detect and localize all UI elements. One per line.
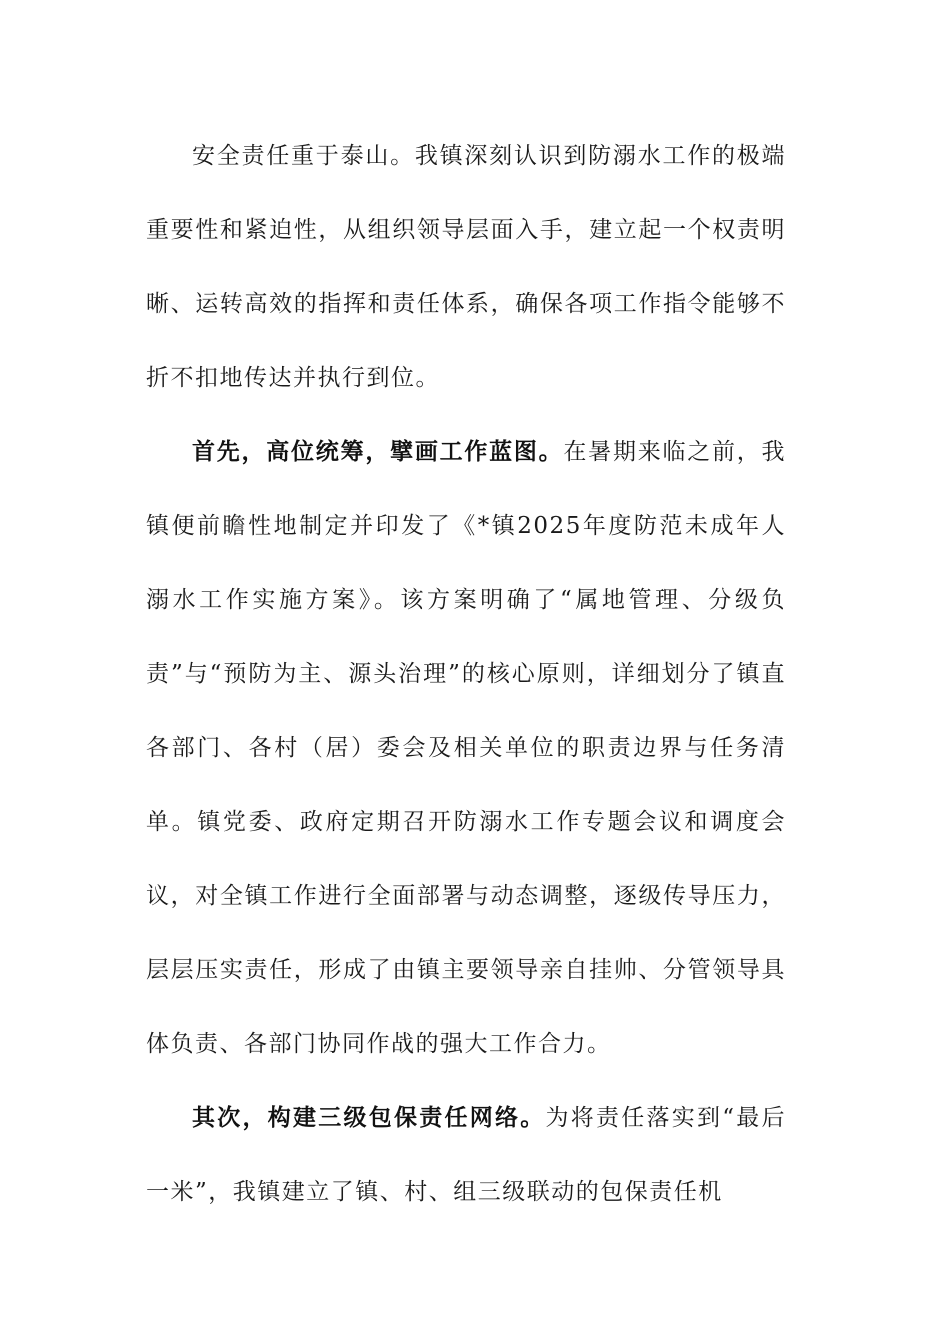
paragraph-first-measure	[146, 415, 786, 1081]
paragraph-text: 安全责任重于泰山。我镇深刻认识到防溺水工作的极端重要性和紧迫性，从组织领导层面入手，建立起一个权责明晰、运转高效的指挥和责任体系，确保各项工作指令能够不折不扣地传达并执行到位。	[146, 143, 786, 391]
paragraph-lead-heading: 其次，构建三级包保责任网络。	[192, 1104, 546, 1131]
paragraph-intro	[146, 119, 786, 415]
paragraph-text: 为将责任落实到“最后一米”，我镇建立了镇、村、组三级联动的包保责任机	[146, 1105, 787, 1205]
paragraph-second-measure	[146, 1081, 786, 1229]
document-body	[146, 119, 786, 1229]
paragraph-text: 在暑期来临之前，我镇便前瞻性地制定并印发了《*镇2025年度防范未成年人溺水工作实施方案》。该方案明确了“属地管理、分级负责”与“预防为主、源头治理”的核心原则，详细划分了镇直各部门、各村（居）委会及相关单位的职责边界与任务清单。镇党委、政府定期召开防溺水工作专题会议和调度会议，对全镇工作进行全面部署与动态调整，逐级传导压力，层层压实责任，形成了由镇主要领导亲自挂帅、分管领导具体负责、各部门协同作战的强大工作合力。	[146, 439, 787, 1057]
paragraph-lead-heading: 首先，高位统筹，擘画工作蓝图。	[192, 438, 564, 465]
